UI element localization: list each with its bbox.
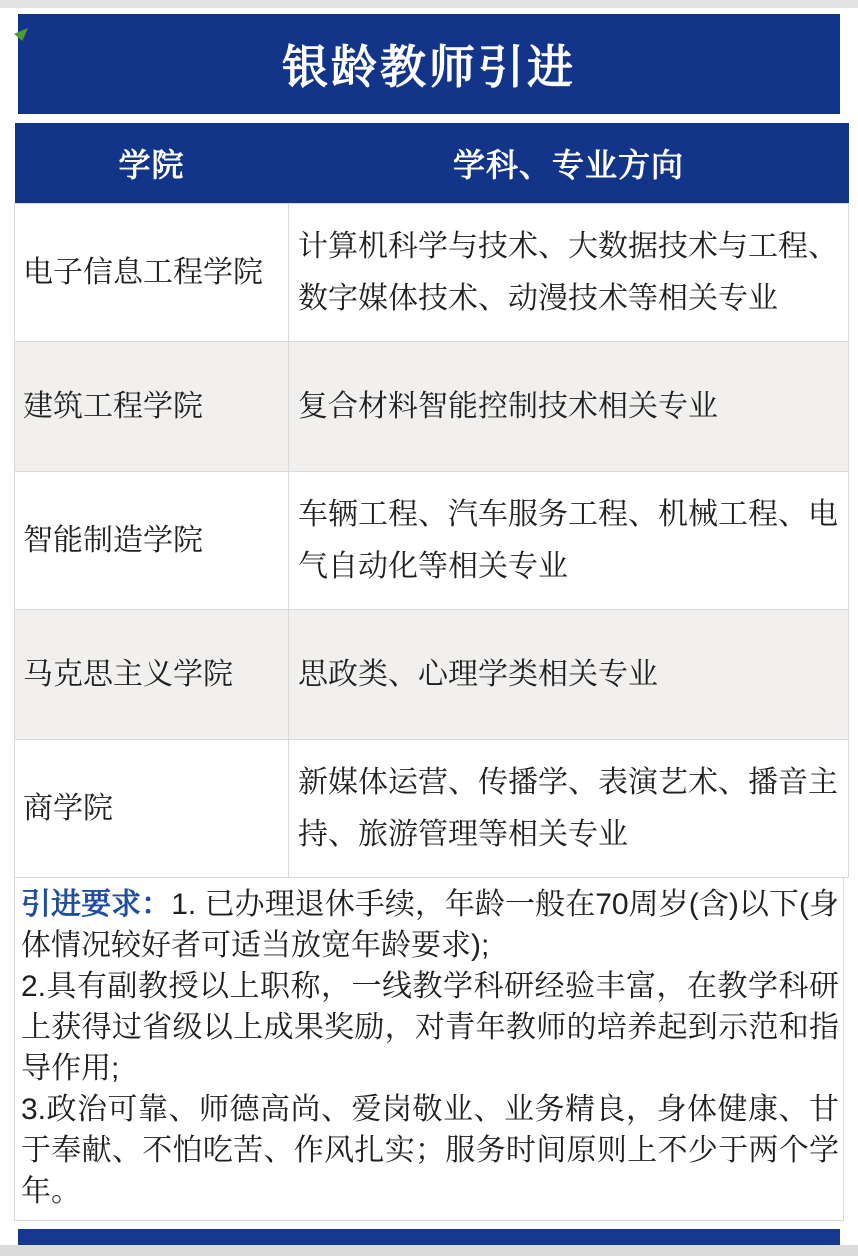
bottom-accent-bar: [18, 1229, 840, 1245]
column-header-college: 学院: [15, 123, 289, 204]
requirements-section: [14, 878, 844, 1221]
top-edge-strip: [0, 0, 858, 8]
requirement-item-1: [21, 884, 839, 966]
majors-cell: 车辆工程、汽车服务工程、机械工程、电气自动化等相关专业: [289, 472, 849, 610]
table-row: [15, 472, 849, 610]
college-cell: 建筑工程学院: [15, 342, 289, 472]
table-header-row: [15, 123, 849, 204]
table-row: [15, 740, 849, 878]
majors-cell: 复合材料智能控制技术相关专业: [289, 342, 849, 472]
requirement-item-1-text: 1. 已办理退休手续，年龄一般在70周岁(含)以下(身体情况较好者可适当放宽年龄要求);: [21, 888, 839, 962]
requirement-item-2: 2.具有副教授以上职称，一线教学科研经验丰富，在教学科研上获得过省级以上成果奖励，对青年教师的培养起到示范和指导作用;: [21, 970, 839, 1085]
content-area: [0, 14, 858, 1245]
requirements-label: 引进要求：: [21, 888, 172, 921]
college-cell: 商学院: [15, 740, 289, 878]
colleges-majors-table: [14, 123, 849, 878]
table-row: [15, 610, 849, 740]
table-row: [15, 342, 849, 472]
majors-cell: 思政类、心理学类相关专业: [289, 610, 849, 740]
table-row: [15, 204, 849, 342]
requirement-item-3: 3.政治可靠、师德高尚、爱岗敬业、业务精良，身体健康、甘于奉献、不怕吃苦、作风扎实；服务时间原则上不少于两个学年。: [21, 1093, 839, 1208]
majors-cell: 计算机科学与技术、大数据技术与工程、数字媒体技术、动漫技术等相关专业: [289, 204, 849, 342]
bottom-edge-strip: [0, 1245, 858, 1256]
green-arrow-artifact-icon: [14, 28, 28, 41]
column-header-majors: 学科、专业方向: [289, 123, 849, 204]
page-title: 银龄教师引进: [282, 41, 576, 93]
college-cell: 电子信息工程学院: [15, 204, 289, 342]
title-banner: [18, 14, 840, 114]
college-cell: 智能制造学院: [15, 472, 289, 610]
college-cell: 马克思主义学院: [15, 610, 289, 740]
majors-cell: 新媒体运营、传播学、表演艺术、播音主持、旅游管理等相关专业: [289, 740, 849, 878]
